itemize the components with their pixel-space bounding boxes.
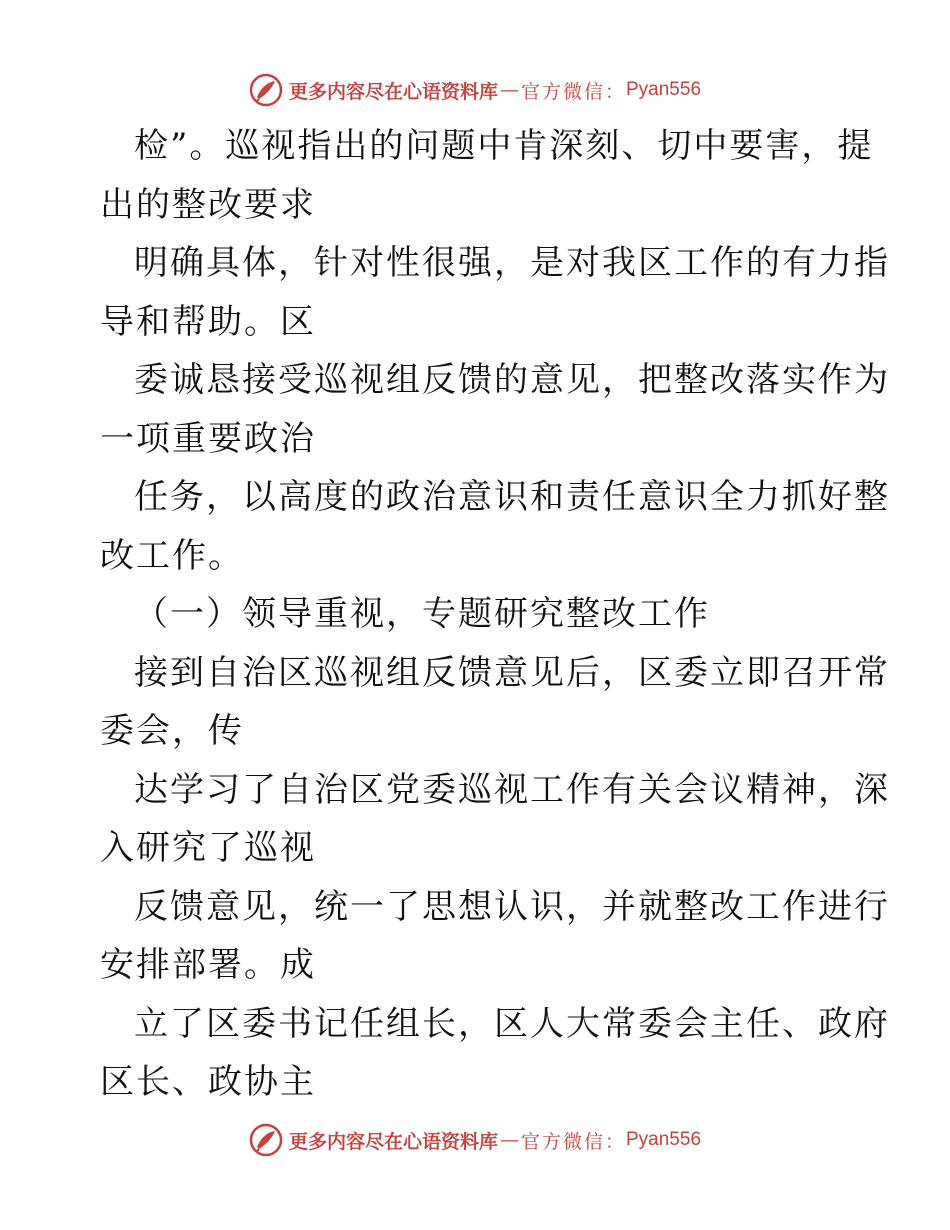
text-line: 委诚恳接受巡视组反馈的意见，把整改落实作为 (134, 360, 890, 400)
pen-logo-icon (249, 73, 283, 107)
text-line: 反馈意见，统一了思想认识，并就整改工作进行 (134, 886, 890, 927)
text-line: 达学习了自治区党委巡视工作有关会议精神，深 (134, 769, 890, 810)
text-line: 区长、政协主 (100, 1062, 316, 1102)
watermark-official-label: 官方微信： (520, 80, 626, 103)
text-line: 入研究了巡视 (100, 828, 316, 868)
text-line: 明确具体，针对性很强，是对我区工作的有力指 (134, 243, 890, 283)
watermark-wechat-id: Pyan556 (626, 79, 702, 100)
text-line: 任务，以高度的政治意识和责任意识全力抓好整 (134, 477, 890, 517)
pen-logo-icon (249, 1123, 283, 1157)
text-line: 一项重要政治 (100, 418, 316, 459)
text-line: 委会，传 (100, 711, 244, 751)
watermark-dash: — (499, 79, 519, 101)
text-line: 立了区委书记任组长，区人大常委会主任、政府 (134, 1003, 890, 1044)
text-line: 改工作。 (100, 535, 244, 576)
watermark-dash: — (499, 1129, 519, 1151)
header-watermark (0, 70, 950, 110)
document-body (100, 117, 890, 1112)
text-line: 检”。巡视指出的问题中肯深刻、切中要害，提 (134, 126, 874, 166)
text-line: 接到自治区巡视组反馈意见后，区委立即召开常 (134, 652, 890, 693)
watermark-text: 更多内容尽在心语资料库 (288, 80, 498, 103)
text-line: 出的整改要求 (100, 184, 316, 225)
watermark-wechat-id: Pyan556 (626, 1129, 702, 1150)
footer-watermark (0, 1120, 950, 1160)
watermark-official-label: 官方微信： (520, 1130, 626, 1153)
text-line: 安排部署。成 (100, 945, 316, 985)
section-heading: （一）领导重视，专题研究整改工作 (134, 594, 710, 634)
text-line: 导和帮助。区 (100, 301, 316, 342)
watermark-text: 更多内容尽在心语资料库 (288, 1130, 498, 1153)
